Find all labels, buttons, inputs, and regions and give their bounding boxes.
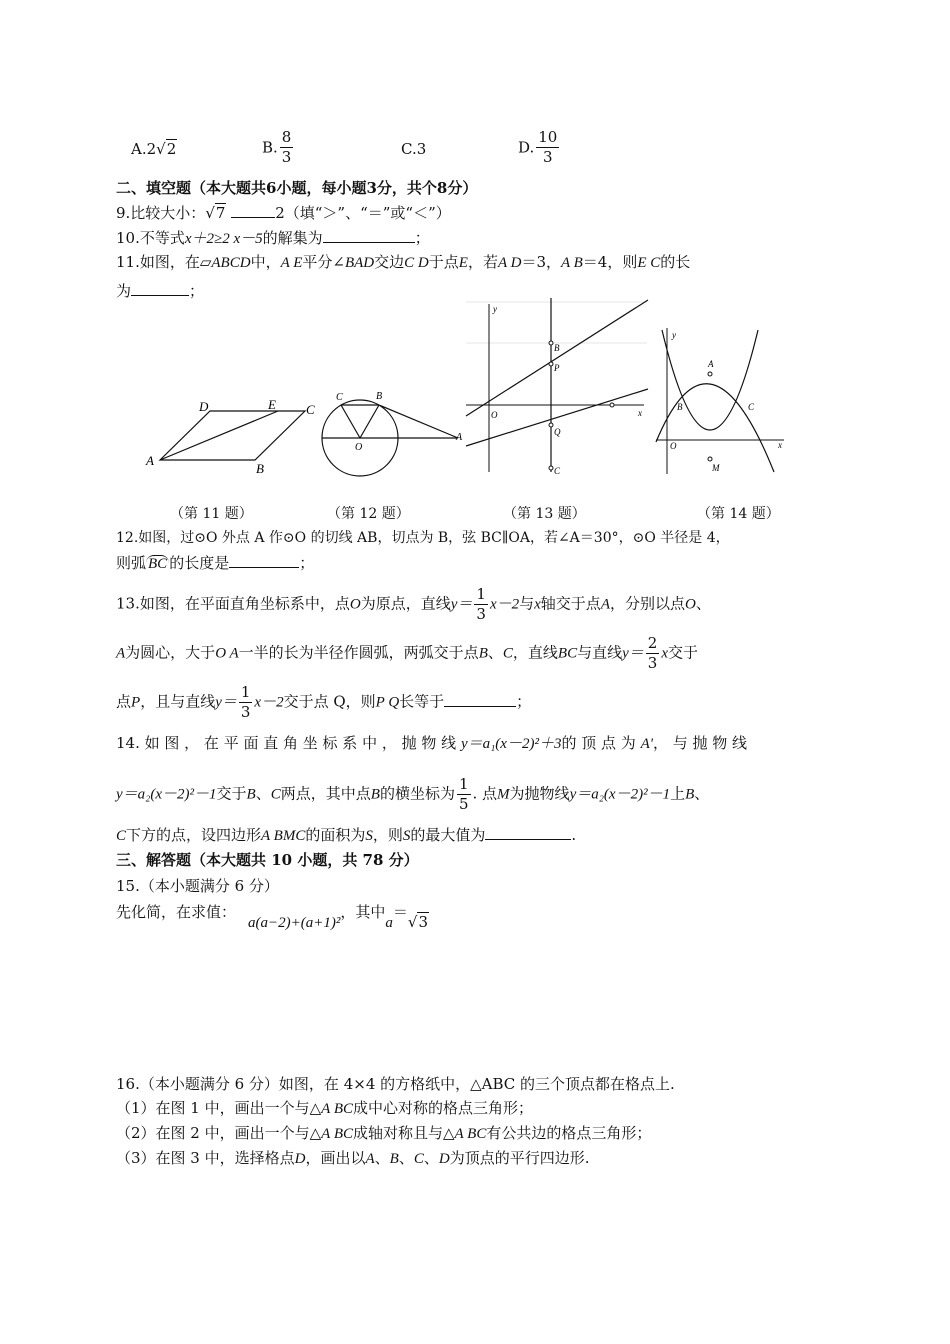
axis-label-x: x	[778, 440, 782, 450]
question-14-line2: y＝a₂(x－2)²－1交于B、C两点，其中点B的横坐标为 $\frac{1}{5}$ . 点M为抛物线y＝a₂(x－2)²－1上B、	[116, 775, 710, 813]
sqrt-symbol: √	[156, 140, 166, 158]
figure-11	[140, 395, 325, 475]
label-p: P	[554, 363, 560, 373]
question-13-line3: 点P，且与直线y＝ $\frac{1}{3}$ x－2交于点 Q，则P Q长等于 ；	[116, 683, 532, 721]
sqrt-symbol: √	[407, 913, 418, 931]
point-a	[708, 372, 712, 376]
label-q: Q	[554, 427, 561, 437]
point-q	[549, 423, 553, 427]
parabola-upper	[656, 384, 774, 472]
choice-d-label: D.	[518, 138, 535, 157]
point-p	[549, 362, 553, 366]
choice-c-value: 3	[416, 140, 427, 158]
line-y-2-3x	[466, 300, 648, 416]
label-a: A	[456, 432, 463, 443]
axis-label-y: y	[672, 330, 676, 340]
section2-heading: 二、填空题（本大题共6小题，每小题3分，共个8分）	[116, 179, 478, 197]
caption-fig14: （第 14 题）	[697, 506, 780, 522]
point-b	[549, 341, 553, 345]
arc-bc: BC	[148, 556, 168, 572]
question-16-part2: （2）在图 2 中，画出一个与△A BC成轴对称且与△A BC有公共边的格点三角形；	[116, 1124, 652, 1142]
question-10: 10.不等式x＋2≥2 x－5的解集为 ；	[116, 229, 430, 247]
question-15-title: 15.（本小题满分 6 分）	[116, 877, 279, 895]
label-o: O	[670, 441, 677, 451]
choice-c	[401, 140, 426, 158]
choice-a-label: A.	[131, 140, 147, 158]
parabola-lower	[662, 330, 758, 430]
choice-d	[518, 128, 561, 167]
tangent-ab	[379, 405, 458, 438]
caption-fig13: （第 13 题）	[503, 506, 586, 522]
question-11: 11.如图，在▱ABCD中，A E平分∠BAD交边C D于点E，若A D＝3，A B＝4，则E C的长	[116, 253, 691, 271]
choice-c-label: C.	[401, 140, 417, 158]
label-b: B	[376, 391, 383, 402]
label-o: O	[491, 410, 498, 420]
label-b: B	[256, 461, 264, 475]
axis-label-y: y	[493, 304, 497, 314]
segment-ae	[160, 411, 278, 460]
sqrt-symbol: √	[205, 204, 215, 222]
label-c: C	[748, 402, 755, 412]
axis-label-x: x	[638, 408, 642, 418]
label-e: E	[268, 397, 276, 412]
section3-heading: 三、解答题（本大题共 10 小题，共 78 分）	[116, 851, 419, 869]
question-9: 9.比较大小：√7 2（填“＞”、“＝”或“＜”）	[116, 204, 451, 222]
choice-a-coef: 2	[146, 140, 157, 158]
question-15-expr: a(a−2)+(a+1)²，其中a＝√3	[248, 903, 428, 931]
choice-b-label: B.	[262, 138, 278, 157]
answer-blank[interactable]	[229, 552, 299, 568]
question-16-title: 16.（本小题满分 6 分）如图，在 4×4 的方格纸中，△ABC 的三个顶点都在格点上.	[116, 1075, 675, 1093]
label-c: C	[306, 402, 315, 417]
caption-fig11: （第 11 题）	[170, 506, 253, 522]
question-11-line2: 为 ；	[116, 282, 205, 300]
parallelogram-abcd	[160, 411, 305, 460]
point-a	[610, 403, 614, 407]
point-m	[708, 457, 712, 461]
choice-b-fraction: $\frac{8}{3}$	[281, 128, 292, 166]
label-c: C	[554, 466, 561, 476]
label-a: A	[708, 359, 714, 369]
label-a: A	[146, 453, 154, 468]
radius-oc	[341, 405, 360, 438]
answer-blank[interactable]	[444, 691, 516, 707]
label-o: O	[355, 442, 363, 453]
answer-blank[interactable]	[485, 824, 571, 840]
question-12-line2: 则弧 BC 的长度是 ；	[116, 554, 315, 572]
question-14-line1: 14. 如 图 ， 在 平 面 直 角 坐 标 系 中 ， 抛 物 线 y＝a₁(x－2)²＋3的 顶 点 为 A'， 与 抛 物 线	[116, 734, 748, 752]
question-14-line3: C下方的点，设四边形A BMC的面积为S，则S的最大值为 .	[116, 826, 577, 844]
question-12: 12.如图，过⊙O 外点 A 作⊙O 的切线 AB，切点为 B，弦 BC∥OA，若∠A＝30°，⊙O 半径是 4，	[116, 530, 730, 546]
choice-a-radicand: 2	[166, 140, 177, 158]
choice-b	[262, 128, 295, 167]
caption-fig12: （第 12 题）	[327, 506, 410, 522]
point-c	[549, 466, 553, 470]
question-15-body: 先化简，在求值：	[116, 903, 237, 921]
label-b: B	[677, 402, 683, 412]
question-13-line2: A为圆心，大于O A一半的长为半径作圆弧，两弧交于点B、C，直线BC与直线y＝ $\frac{2}{3}$ x交于	[116, 634, 698, 672]
label-b: B	[554, 343, 560, 353]
figure-12	[318, 385, 468, 485]
question-16-part1: （1）在图 1 中，画出一个与△A BC成中心对称的格点三角形；	[116, 1099, 533, 1117]
figure-13	[462, 296, 652, 478]
label-c: C	[336, 392, 343, 403]
answer-blank[interactable]	[231, 202, 275, 218]
answer-blank[interactable]	[323, 227, 415, 243]
figure-14	[652, 322, 787, 478]
question-16-part3: （3）在图 3 中，选择格点D，画出以A、B、C、D为顶点的平行四边形.	[116, 1149, 590, 1167]
label-m: M	[712, 463, 720, 473]
choice-a	[131, 140, 177, 158]
question-13-line1: 13.如图，在平面直角坐标系中，点O为原点，直线y＝ $\frac{1}{3}$ x－2与x轴交于点A，分别以点O、	[116, 585, 711, 623]
choice-d-fraction: $\frac{10}{3}$	[538, 128, 558, 166]
answer-blank[interactable]	[131, 280, 189, 296]
label-d: D	[199, 399, 209, 414]
radius-ob	[360, 405, 379, 438]
